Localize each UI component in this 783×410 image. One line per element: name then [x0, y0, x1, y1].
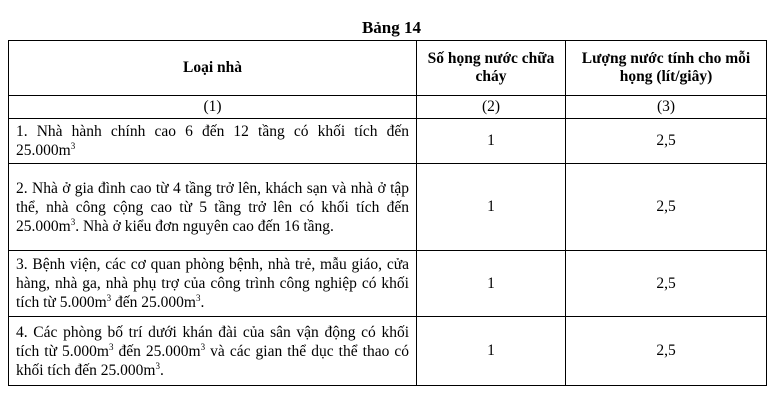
table-row: [9, 119, 767, 164]
table-row: [9, 317, 767, 386]
column-number-row: [9, 96, 767, 119]
hydrant-count-cell: 1: [417, 317, 566, 386]
column-number-3: (3): [566, 96, 767, 119]
hydrant-count-cell: 1: [417, 164, 566, 251]
building-type-cell: 3. Bệnh viện, các cơ quan phòng bệnh, nhà trẻ, mẫu giáo, cửa hàng, nhà ga, nhà phụ trợ của công trình công nghiệp có khối tích từ $5.000m^3$ đến $25.000m^3$.: [9, 251, 417, 317]
header-flow-per-hydrant: Lượng nước tính cho mỗi họng (lít/giây): [566, 41, 767, 96]
flow-rate-cell: 2,5: [566, 317, 767, 386]
column-number-2: (2): [417, 96, 566, 119]
regulation-table: [8, 40, 767, 386]
flow-rate-cell: 2,5: [566, 119, 767, 164]
building-type-cell: 4. Các phòng bố trí dưới khán đài của sân vận động có khối tích từ $5.000m^3$ đến $25.000m^3$ và các gian thể dục thể thao có khối tích đến $25.000m^3$.: [9, 317, 417, 386]
flow-rate-cell: 2,5: [566, 251, 767, 317]
header-row: [9, 41, 767, 96]
building-type-cell: 2. Nhà ở gia đình cao từ 4 tầng trở lên, khách sạn và nhà ở tập thể, nhà công cộng cao từ 5 tầng trở lên có khối tích đến $25.000m^3$. Nhà ở kiểu đơn nguyên cao đến 16 tầng.: [9, 164, 417, 251]
table-row: [9, 164, 767, 251]
building-type-cell: 1. Nhà hành chính cao 6 đến 12 tầng có khối tích đến $25.000m^3$: [9, 119, 417, 164]
table-title: Bảng 14: [361, 18, 422, 37]
hydrant-count-cell: 1: [417, 119, 566, 164]
table-row: [9, 251, 767, 317]
column-number-1: (1): [9, 96, 417, 119]
flow-rate-cell: 2,5: [566, 164, 767, 251]
header-hydrant-count: Số họng nước chữa cháy: [417, 41, 566, 96]
hydrant-count-cell: 1: [417, 251, 566, 317]
header-building-type: Loại nhà: [9, 41, 417, 96]
